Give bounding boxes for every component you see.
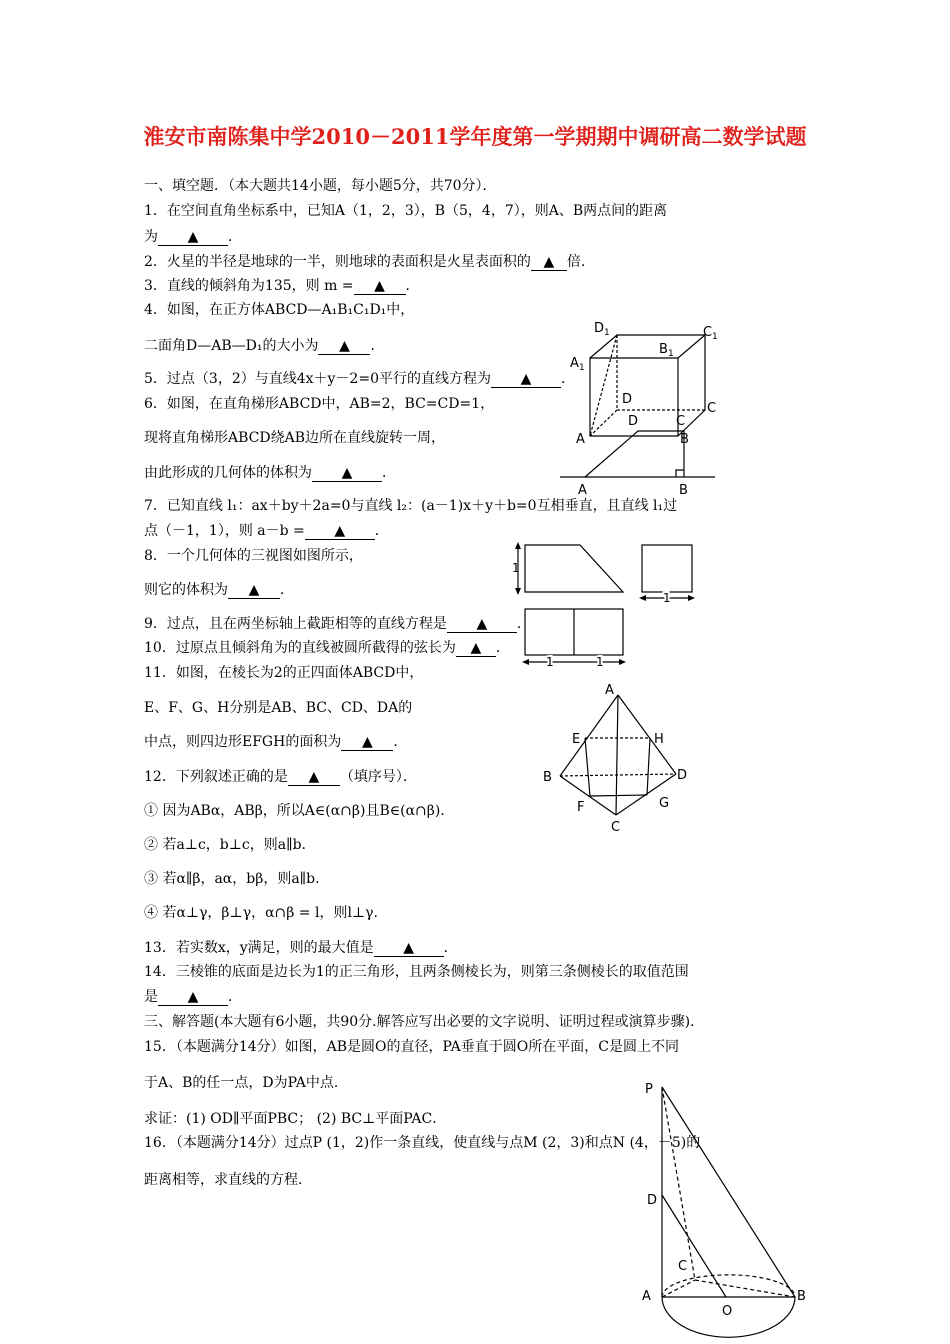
dim-1: 1 — [596, 655, 604, 669]
text: ． — [560, 371, 575, 387]
question-12 — [144, 767, 417, 787]
question-10 — [144, 638, 510, 658]
answer-blank: ▲ — [491, 372, 561, 388]
option-1: ① 因为ABα，ABβ，所以A∈(α∩β)且B∈(α∩β). — [144, 803, 445, 819]
question-7-line-1: 7．已知直线 l₁：ax＋by＋2a=0与直线 l₂：(a－1)x＋y＋b=0互相垂直，且直线 l₁过 — [144, 498, 678, 514]
text: 10．过原点且倾斜角为的直线被圆所截得的弦长为 — [144, 640, 456, 656]
segment-cb — [695, 1280, 795, 1297]
text: ． — [228, 229, 242, 245]
side-view — [642, 545, 692, 592]
question-8-line-2 — [144, 580, 294, 600]
question-4-line-1: 4．如图，在正方体ABCD—A₁B₁C₁D₁中， — [144, 302, 415, 318]
label-c: C — [678, 1259, 688, 1274]
text: 倍. — [566, 254, 586, 270]
answer-blank: ▲ — [158, 990, 228, 1006]
trapezoid-outline — [585, 431, 684, 477]
answer-blank: ▲ — [312, 466, 382, 482]
question-11-line-1: 11．如图，在棱长为2的正四面体ABCD中， — [144, 665, 424, 681]
label-sub: 1 — [579, 363, 585, 373]
label-c: C — [707, 401, 717, 416]
text: ． — [374, 523, 389, 539]
label-b: B — [797, 1289, 806, 1304]
section-3-header: 三、解答题(本大题有6小题，共90分.解答应写出必要的文字说明、证明过程或演算步骤)． — [144, 1014, 705, 1030]
segment-pc — [662, 1087, 695, 1280]
text: 3．直线的倾斜角为135，则 m = — [144, 278, 354, 294]
answer-blank: ▲ — [456, 641, 496, 657]
text: （填序号）． — [339, 769, 417, 785]
dim-1: 1 — [663, 591, 671, 605]
question-6-line-1: 6．如图，在直角梯形ABCD中，AB=2，BC=CD=1， — [144, 396, 495, 412]
question-14-line-2 — [144, 987, 242, 1007]
answer-blank: ▲ — [354, 279, 406, 295]
answer-blank: ▲ — [158, 230, 228, 246]
edge-hg — [647, 738, 650, 795]
cube-top-edges — [590, 335, 705, 358]
label-d: D — [628, 414, 639, 429]
edge-ef — [585, 738, 590, 796]
front-view — [525, 545, 623, 592]
edge-fg — [590, 795, 647, 796]
option-3: ③ 若α∥β，aα，bβ，则a∥b. — [144, 871, 320, 887]
question-13 — [144, 938, 458, 958]
dim-1: 1 — [512, 561, 520, 575]
question-1-line-2 — [144, 227, 242, 247]
text: 2．火星的半径是地球的一半，则地球的表面积是火星表面积的 — [144, 254, 531, 270]
question-9 — [144, 614, 531, 634]
label-c: C — [676, 414, 686, 429]
answer-blank: ▲ — [341, 735, 393, 751]
circle-back-arc — [662, 1275, 795, 1297]
text: ． — [495, 640, 510, 656]
text: ． — [516, 616, 531, 632]
answer-blank: ▲ — [374, 941, 444, 957]
text: 二面角D—AB—D₁的大小为 — [144, 338, 319, 354]
circle-pa-figure — [630, 1075, 820, 1337]
label-o: O — [722, 1304, 733, 1319]
trapezoid-figure — [560, 408, 730, 500]
question-16-line-1: 16．（本题满分14分）过点P (1，2)作一条直线，使直线与点M (2，3)和点N (4，－5)的 — [144, 1135, 701, 1151]
text: 则它的体积为 — [144, 582, 228, 598]
label-b: B — [543, 770, 552, 785]
label-a: A — [578, 483, 587, 498]
segment-do — [662, 1195, 726, 1297]
question-1-line-1: 1．在空间直角坐标系中，已知A（1，2，3），B（5，4，7），则A、B两点间的距离 — [144, 203, 668, 219]
tetrahedron-figure — [540, 680, 700, 840]
text: ． — [370, 338, 385, 354]
question-2 — [144, 252, 585, 272]
section-1-header: 一、填空题．（本大题共14小题，每小题5分，共70分）． — [144, 178, 497, 194]
text: ． — [382, 465, 396, 481]
answer-blank: ▲ — [305, 524, 375, 540]
text: 13．若实数x，y满足，则的最大值是 — [144, 940, 374, 956]
question-8-line-1: 8．一个几何体的三视图如图所示， — [144, 548, 363, 564]
dim-1: 1 — [546, 655, 554, 669]
label-p: P — [645, 1082, 653, 1097]
question-16-line-2: 距离相等，求直线的方程． — [144, 1172, 312, 1188]
label-a: A — [642, 1289, 651, 1304]
answer-blank: ▲ — [447, 617, 517, 633]
label-d: D — [677, 768, 688, 783]
text: 中点，则四边形EFGH的面积为 — [144, 734, 342, 750]
text: 12．下列叙述正确的是 — [144, 769, 288, 785]
answer-blank: ▲ — [318, 339, 370, 355]
label-c: C — [611, 820, 621, 835]
text: ． — [228, 989, 242, 1005]
label-d: D — [622, 392, 633, 407]
label-a: A — [605, 683, 614, 698]
answer-blank: ▲ — [288, 770, 340, 786]
question-6-line-3 — [144, 463, 396, 483]
text: 为 — [144, 229, 158, 245]
text: ． — [443, 940, 458, 956]
question-11-line-3 — [144, 732, 407, 752]
question-15-line-2: 于A、B的任一点，D为PA中点． — [144, 1075, 348, 1091]
text: 5．过点（3，2）与直线4x＋y－2=0平行的直线方程为 — [144, 371, 491, 387]
option-4: ④ 若α⊥γ，β⊥γ，α∩β = l，则l⊥γ. — [144, 905, 378, 921]
label-e: E — [572, 732, 581, 747]
text: 9．过点，且在两坐标轴上截距相等的直线方程是 — [144, 616, 447, 632]
label-f: F — [577, 800, 585, 815]
label-a: A — [576, 432, 585, 447]
label-c1: C — [703, 325, 713, 340]
label-d: D — [647, 1193, 658, 1208]
question-15-line-3: 求证：(1) OD∥平面PBC； (2) BC⊥平面PAC． — [144, 1111, 447, 1127]
text: ． — [405, 278, 420, 294]
label-sub: 1 — [604, 328, 610, 338]
page-title: 淮安市南陈集中学2010－2011学年度第一学期期中调研高二数学试题 — [143, 124, 807, 149]
three-views-figure — [508, 540, 698, 675]
answer-blank: ▲ — [531, 255, 567, 271]
option-2: ② 若a⊥c，b⊥c，则a∥b. — [144, 837, 306, 853]
label-sub: 1 — [668, 349, 674, 359]
question-15-line-1: 15．（本题满分14分）如图，AB是圆O的直径，PA垂直于圆O所在平面，C是圆上不同 — [144, 1039, 679, 1055]
question-4-line-2 — [144, 336, 384, 356]
answer-blank: ▲ — [228, 583, 280, 599]
label-b: B — [680, 432, 689, 447]
label-b1: B — [659, 342, 668, 357]
label-b: B — [679, 483, 688, 498]
question-3 — [144, 276, 420, 296]
question-5 — [144, 369, 575, 389]
text: ． — [280, 582, 294, 598]
question-7-line-2 — [144, 521, 389, 541]
label-sub: 1 — [712, 332, 718, 342]
text: 是 — [144, 989, 158, 1005]
label-g: G — [659, 796, 670, 811]
text: ． — [393, 734, 408, 750]
label-d1: D — [594, 321, 605, 336]
question-14-line-1: 14．三棱锥的底面是边长为1的正三角形，且两条侧棱长为，则第三条侧棱长的取值范围 — [144, 964, 689, 980]
text: 由此形成的几何体的体积为 — [144, 465, 312, 481]
question-6-line-2: 现将直角梯形ABCD绕AB边所在直线旋转一周， — [144, 430, 445, 446]
question-11-line-2: E、F、G、H分别是AB、BC、CD、DA的 — [144, 700, 413, 716]
label-h: H — [654, 732, 664, 747]
text: 点（－1，1），则 a－b = — [144, 523, 305, 539]
label-a1: A — [570, 356, 579, 371]
right-angle-mark — [676, 470, 684, 477]
